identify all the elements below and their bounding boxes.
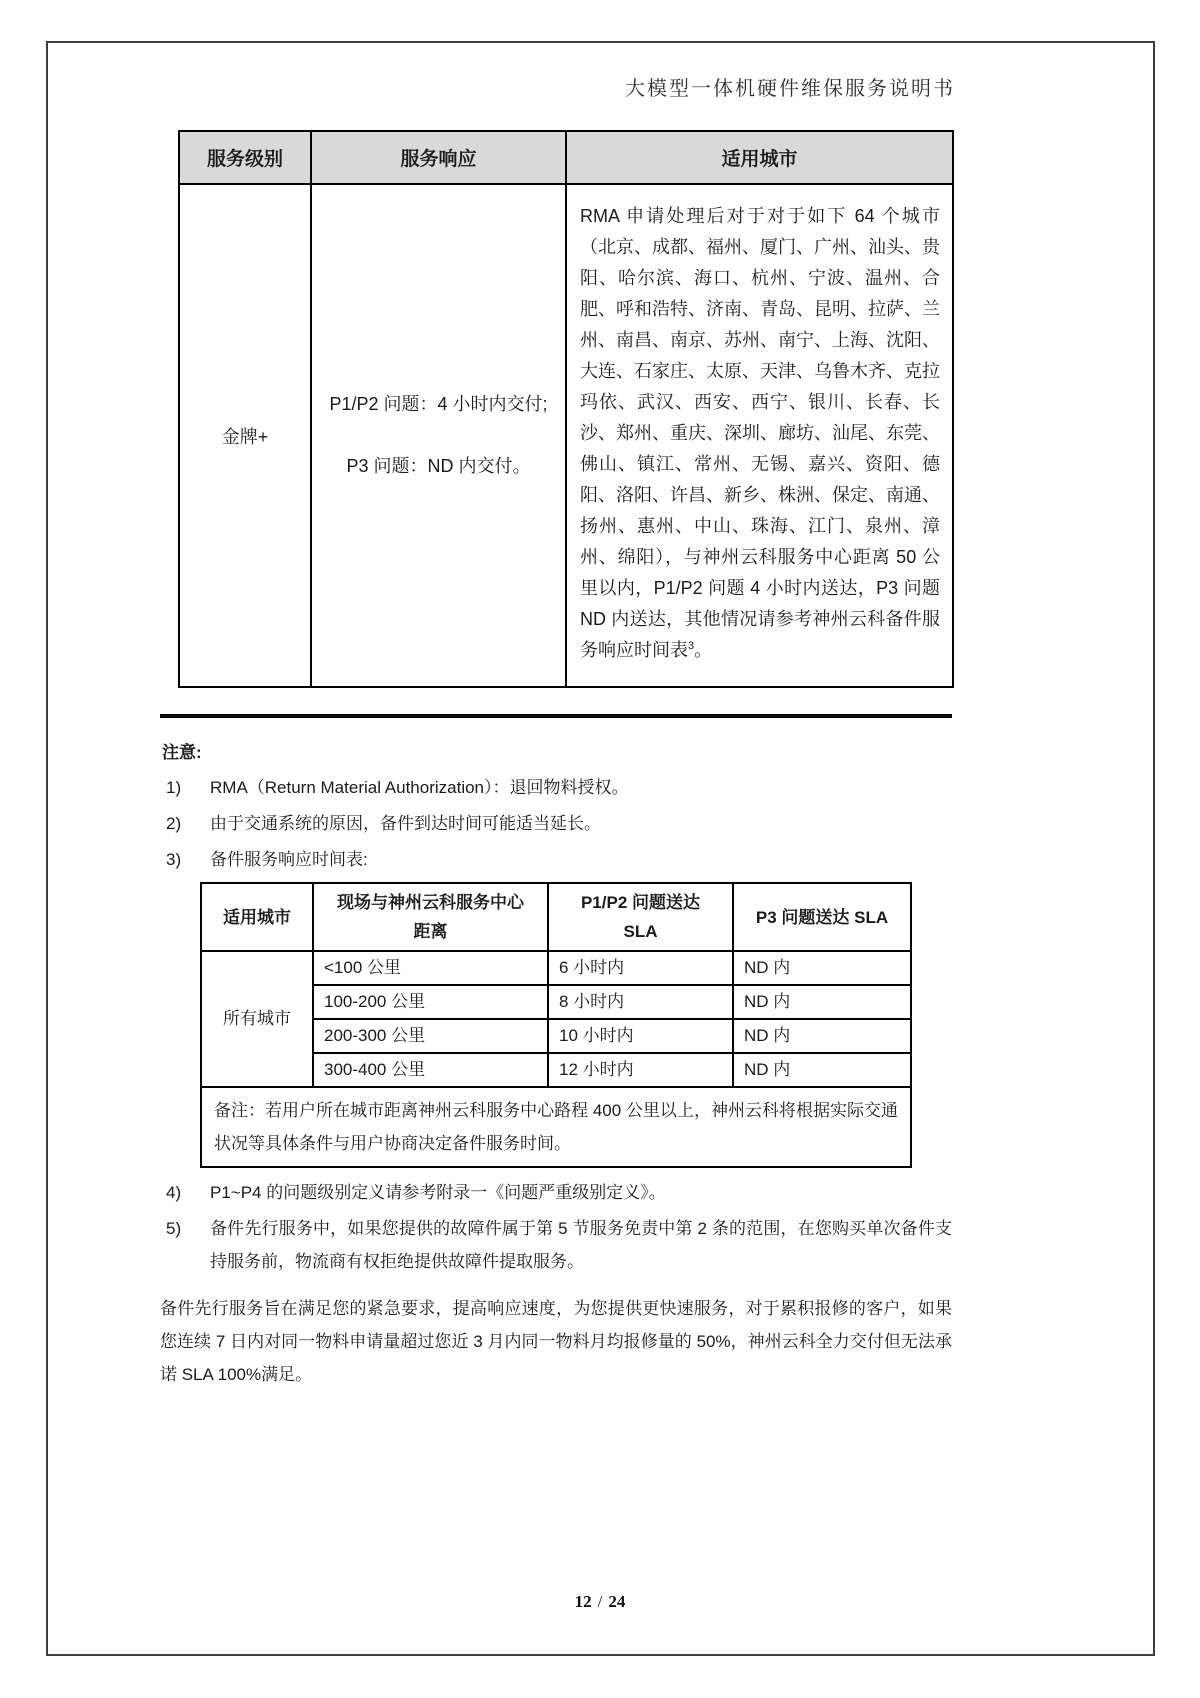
sla-header-p1p2-line1: P1/P2 问题送达 — [580, 893, 701, 912]
note-number: 2) — [166, 814, 182, 833]
note-number: 3) — [166, 850, 182, 869]
note-number: 5) — [166, 1219, 182, 1238]
note-text: RMA（Return Material Authorization）：退回物料授权。 — [210, 778, 629, 797]
sla-distance: 300-400 公里 — [313, 1053, 548, 1087]
note-number: 4) — [166, 1183, 182, 1202]
sla-header-distance — [313, 883, 548, 951]
sla-distance: <100 公里 — [313, 951, 548, 985]
sla-header-distance-line2: 距离 — [413, 922, 448, 941]
section-divider-rule — [160, 714, 952, 718]
sla-p3-value: ND 内 — [733, 951, 911, 985]
sla-p1p2-value: 8 小时内 — [548, 985, 733, 1019]
header-service-response: 服务响应 — [311, 131, 566, 184]
page-number-total: 24 — [608, 1592, 626, 1611]
response-p1p2: P1/P2 问题：4 小时内交付; — [329, 394, 548, 414]
note-text: 备件服务响应时间表: — [210, 850, 368, 869]
header-service-level: 服务级别 — [179, 131, 311, 184]
page-number-separator: / — [597, 1592, 603, 1611]
service-level-value: 金牌+ — [179, 184, 311, 687]
note-item-3 — [166, 843, 952, 876]
footnote-ref-3: 3 — [688, 640, 695, 652]
sla-header-p1p2-line2: SLA — [623, 922, 658, 941]
sla-p1p2-value: 10 小时内 — [548, 1019, 733, 1053]
sla-header-distance-line1: 现场与神州云科服务中心 — [337, 893, 524, 912]
service-level-table — [178, 130, 954, 688]
sla-row-1 — [201, 951, 911, 985]
note-number: 1) — [166, 778, 182, 797]
document-header-title: 大模型一体机硬件维保服务说明书 — [625, 78, 955, 100]
sla-table-note: 备注：若用户所在城市距离神州云科服务中心路程 400 公里以上，神州云科将根据实际交通状况等具体条件与用户协商决定备件服务时间。 — [201, 1087, 911, 1167]
page-footer — [0, 1592, 1200, 1612]
service-response-cell — [311, 184, 566, 687]
note-text: P1~P4 的问题级别定义请参考附录一《问题严重级别定义》。 — [210, 1183, 666, 1202]
response-p3: P3 问题：ND 内交付。 — [346, 456, 531, 476]
spare-parts-sla-table — [200, 882, 912, 1168]
cities-text: RMA 申请处理后对于对于如下 64 个城市（北京、成都、福州、厦门、广州、汕头、贵阳、哈尔滨、海口、杭州、宁波、温州、合肥、呼和浩特、济南、青岛、昆明、拉萨、兰州、南昌、南京、苏州、南宁、上海、沈阳、大连、石家庄、太原、天津、乌鲁木齐、克拉玛依、武汉、西安、西宁、银川、长春、长沙、郑州、重庆、深圳、廊坊、汕尾、东莞、佛山、镇江、常州、无锡、嘉兴、资阳、德阳、洛阳、许昌、新乡、株洲、保定、南通、扬州、惠州、中山、珠海、江门、泉州、漳州、绵阳），与神州云科服务中心距离 50 公里以内，P1/P2 问题 4 小时内送达，P3 问题 ND 内送达，其他情况请参考神州云科备件服务响应时间表 — [580, 206, 940, 660]
sla-distance: 100-200 公里 — [313, 985, 548, 1019]
sla-p3-value: ND 内 — [733, 1019, 911, 1053]
note-item-5 — [166, 1212, 952, 1278]
service-table-header-row — [179, 131, 953, 184]
page-content — [160, 130, 952, 1391]
notes-title: 注意: — [162, 743, 202, 762]
sla-p3-value: ND 内 — [733, 1053, 911, 1087]
note-item-2 — [166, 807, 952, 840]
note-item-4 — [166, 1176, 952, 1209]
sla-distance: 200-300 公里 — [313, 1019, 548, 1053]
cities-text-end: 。 — [694, 640, 713, 660]
sla-p1p2-value: 6 小时内 — [548, 951, 733, 985]
sla-p1p2-value: 12 小时内 — [548, 1053, 733, 1087]
sla-header-city: 适用城市 — [201, 883, 313, 951]
service-table-row-gold-plus — [179, 184, 953, 687]
page-number-current: 12 — [574, 1592, 592, 1611]
sla-header-p1p2 — [548, 883, 733, 951]
sla-header-p3: P3 问题送达 SLA — [733, 883, 911, 951]
header-applicable-cities: 适用城市 — [566, 131, 953, 184]
sla-city-group: 所有城市 — [201, 951, 313, 1087]
sla-note-row — [201, 1087, 911, 1167]
note-text: 备件先行服务中，如果您提供的故障件属于第 5 节服务免责中第 2 条的范围，在您购买单次备件支持服务前，物流商有权拒绝提供故障件提取服务。 — [210, 1219, 952, 1271]
closing-paragraph: 备件先行服务旨在满足您的紧急要求，提高响应速度，为您提供更快速服务，对于累积报修的客户，如果您连续 7 日内对同一物料申请量超过您近 3 月内同一物料月均报修量的 50%，神州云科全力交付但无法承诺 SLA 100%满足。 — [160, 1299, 952, 1384]
note-item-1 — [166, 771, 952, 804]
sla-table-header-row — [201, 883, 911, 951]
sla-p3-value: ND 内 — [733, 985, 911, 1019]
note-text: 由于交通系统的原因，备件到达时间可能适当延长。 — [210, 814, 601, 833]
applicable-cities-cell — [566, 184, 953, 687]
